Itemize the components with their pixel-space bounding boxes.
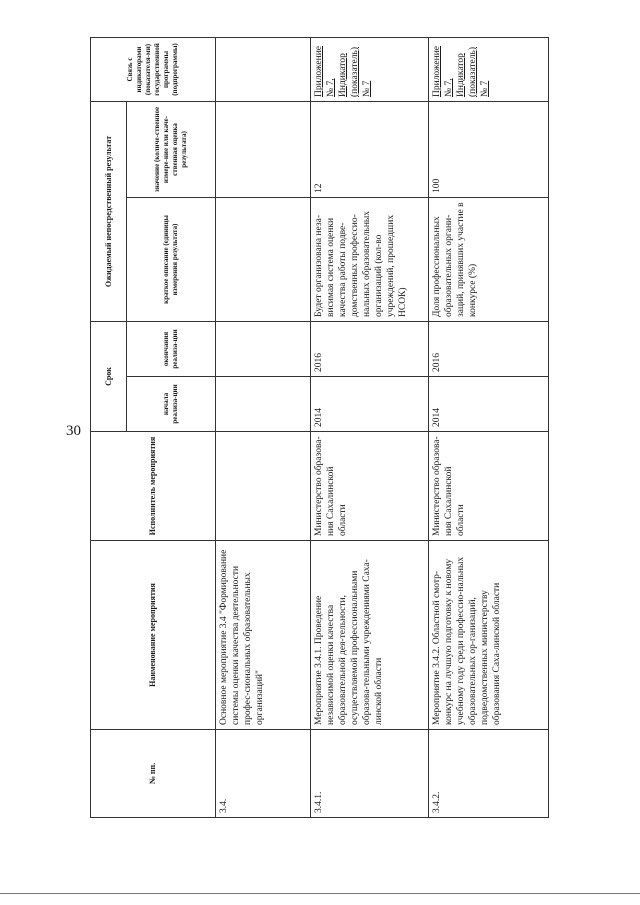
row-start bbox=[216, 377, 311, 432]
activities-table bbox=[90, 37, 549, 818]
header-name: Наименование мероприятия bbox=[91, 541, 216, 730]
header-result: Ожидаемый непосредственный результат bbox=[91, 102, 127, 322]
row-value bbox=[216, 102, 311, 198]
header-executor: Исполнитель мероприятия bbox=[91, 432, 216, 541]
header-term: Срок bbox=[91, 322, 127, 432]
row-name: Мероприятие 3.4.2. Областной смотр-конкурс на лучшую подготовку к новому учебному году среди профессио-нальных образовательных ор-ганизаций, подведомственных министерству образования Саха-линской области bbox=[429, 541, 549, 730]
row-desc: Будет организована неза-висимая система оценки качества работы подве-домственных профессио-нальных образовательных организаций (кол-во учреждений, прошедших НСОК) bbox=[311, 198, 429, 322]
row-end bbox=[216, 322, 311, 377]
row-end: 2016 bbox=[311, 322, 429, 377]
row-desc: Доля профессиональных образовательных органи-заций, принявших участие в конкурсе (%) bbox=[429, 198, 549, 322]
row-desc bbox=[216, 198, 311, 322]
row-value: 100 bbox=[429, 102, 549, 198]
page-number: 30 bbox=[66, 423, 81, 439]
row-value: 12 bbox=[311, 102, 429, 198]
rotated-table-container bbox=[90, 38, 640, 818]
header-link: Связь с индикаторами (показателя-ми) государственной программы (подпрограммы) bbox=[91, 38, 216, 102]
header-row-1 bbox=[91, 38, 127, 818]
row-executor: Министерство образова-ния Сахалинской области bbox=[311, 432, 429, 541]
row-name: Мероприятие 3.4.1. Проведение независимой оценки качества образовательной дея-тельности, осуществляемой профессиональными образова-тельными учреждениями Саха-линской области bbox=[311, 541, 429, 730]
row-end: 2016 bbox=[429, 322, 549, 377]
row-num: 3.4. bbox=[216, 730, 311, 818]
row-executor: Министерство образова-ния Сахалинской области bbox=[429, 432, 549, 541]
row-num: 3.4.1. bbox=[311, 730, 429, 818]
row-link bbox=[216, 38, 311, 102]
header-desc: краткое описание (единицы измерения результата) bbox=[127, 198, 216, 322]
row-num: 3.4.2. bbox=[429, 730, 549, 818]
row-executor bbox=[216, 432, 311, 541]
page-bottom-rule bbox=[0, 893, 640, 894]
row-name: Основное мероприятие 3.4 "Формирование системы оценки качества деятельности профес-сиональных образовательных организаций" bbox=[216, 541, 311, 730]
table-row bbox=[216, 38, 311, 818]
row-start: 2014 bbox=[311, 377, 429, 432]
table-row bbox=[429, 38, 549, 818]
header-end: окончания реализа-ции bbox=[127, 322, 216, 377]
table-row bbox=[311, 38, 429, 818]
row-link[interactable]: Приложение № 7, Индикатор (показатель) № 7 bbox=[429, 38, 549, 102]
header-num: № пп. bbox=[91, 730, 216, 818]
header-start: начала реализа-ции bbox=[127, 377, 216, 432]
row-link[interactable]: Приложение № 7, Индикатор (показатель) № 7 bbox=[311, 38, 429, 102]
header-value: значение (количе-ственное измере-ние или каче-ственная оценка результата) bbox=[127, 102, 216, 198]
row-start: 2014 bbox=[429, 377, 549, 432]
